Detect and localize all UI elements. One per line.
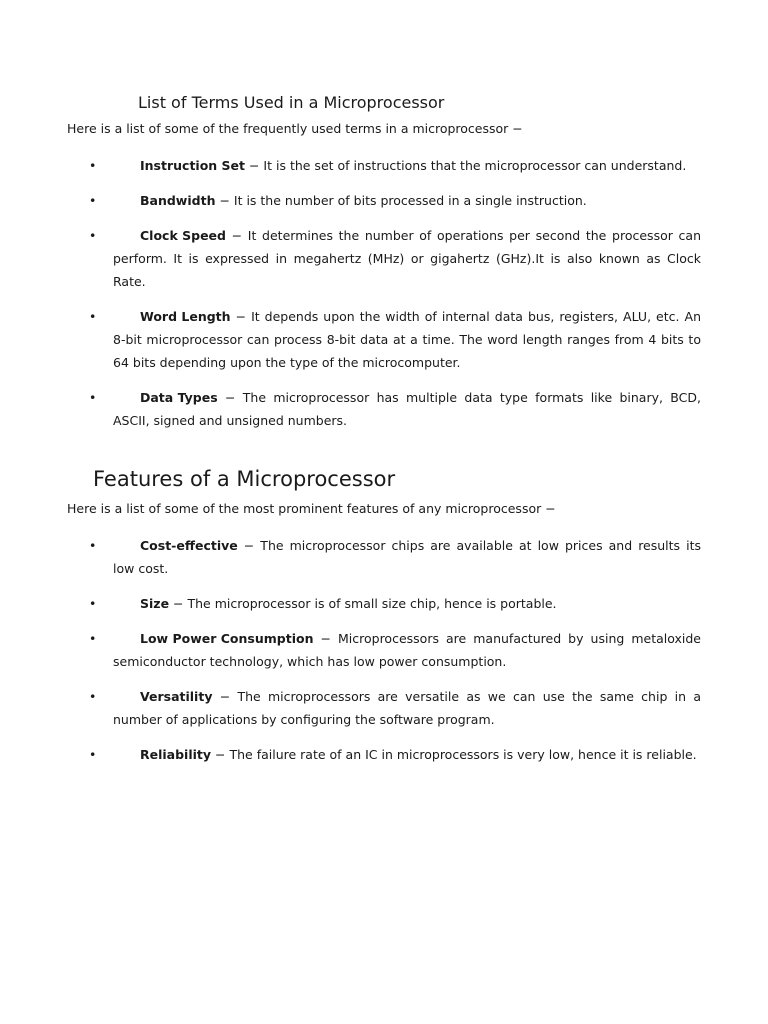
term-description: − The failure rate of an IC in microprocessors is very low, hence it is reliable. [211, 747, 697, 762]
bullet: • [89, 596, 97, 611]
term-label: Reliability [140, 747, 212, 762]
term-label: Bandwidth [140, 193, 216, 208]
list-item-word-length [0, 305, 701, 374]
section-heading-terms: List of Terms Used in a Microprocessor [138, 93, 445, 112]
term-description: − Microprocessors are manufactured by using metaloxide semiconductor technology, which has low power consumption. [113, 631, 701, 669]
term-label: Data Types [140, 390, 218, 405]
bullet: • [89, 747, 97, 762]
term-description: − It is the set of instructions that the microprocessor can understand. [245, 158, 687, 173]
bullet: • [89, 158, 97, 173]
list-item-clock-speed [0, 224, 701, 293]
bullet: • [89, 631, 97, 646]
term-label: Instruction Set [140, 158, 245, 173]
list-item-reliability [0, 743, 701, 766]
term-description: − The microprocessors are versatile as we can use the same chip in a number of applications by configuring the software program. [113, 689, 701, 727]
term-description: − The microprocessor is of small size chip, hence is portable. [169, 596, 557, 611]
list-item-instruction-set [0, 154, 701, 177]
term-description: − The microprocessor has multiple data type formats like binary, BCD, ASCII, signed and unsigned numbers. [113, 390, 701, 428]
term-description: − It determines the number of operations per second the processor can perform. It is expressed in megahertz (MHz) or gigahertz (GHz).It is also known as Clock Rate. [113, 228, 701, 289]
features-list [0, 534, 768, 778]
bullet: • [89, 228, 97, 243]
term-label: Cost-effective [140, 538, 238, 553]
terms-list [0, 154, 768, 444]
list-item-bandwidth [0, 189, 701, 212]
term-label: Size [140, 596, 170, 611]
list-item-cost-effective [0, 534, 701, 580]
bullet: • [89, 309, 97, 324]
bullet: • [89, 390, 97, 405]
bullet: • [89, 689, 97, 704]
bullet: • [89, 193, 97, 208]
section-heading-features: Features of a Microprocessor [93, 467, 396, 491]
section-intro-terms: Here is a list of some of the frequently used terms in a microprocessor − [67, 121, 523, 136]
term-description: − It is the number of bits processed in a single instruction. [215, 193, 587, 208]
list-item-data-types [0, 386, 701, 432]
list-item-size [0, 592, 701, 615]
term-description: − The microprocessor chips are available at low prices and results its low cost. [113, 538, 701, 576]
term-label: Low Power Consumption [140, 631, 314, 646]
bullet: • [89, 538, 97, 553]
list-item-low-power [0, 627, 701, 673]
term-label: Clock Speed [140, 228, 226, 243]
term-label: Word Length [140, 309, 231, 324]
list-item-versatility [0, 685, 701, 731]
term-description: − It depends upon the width of internal data bus, registers, ALU, etc. An 8-bit microprocessor can process 8-bit data at a time. The word length ranges from 4 bits to 64 bits depending upon the type of the microcomputer. [113, 309, 701, 370]
term-label: Versatility [140, 689, 213, 704]
section-intro-features: Here is a list of some of the most prominent features of any microprocessor − [67, 501, 556, 516]
